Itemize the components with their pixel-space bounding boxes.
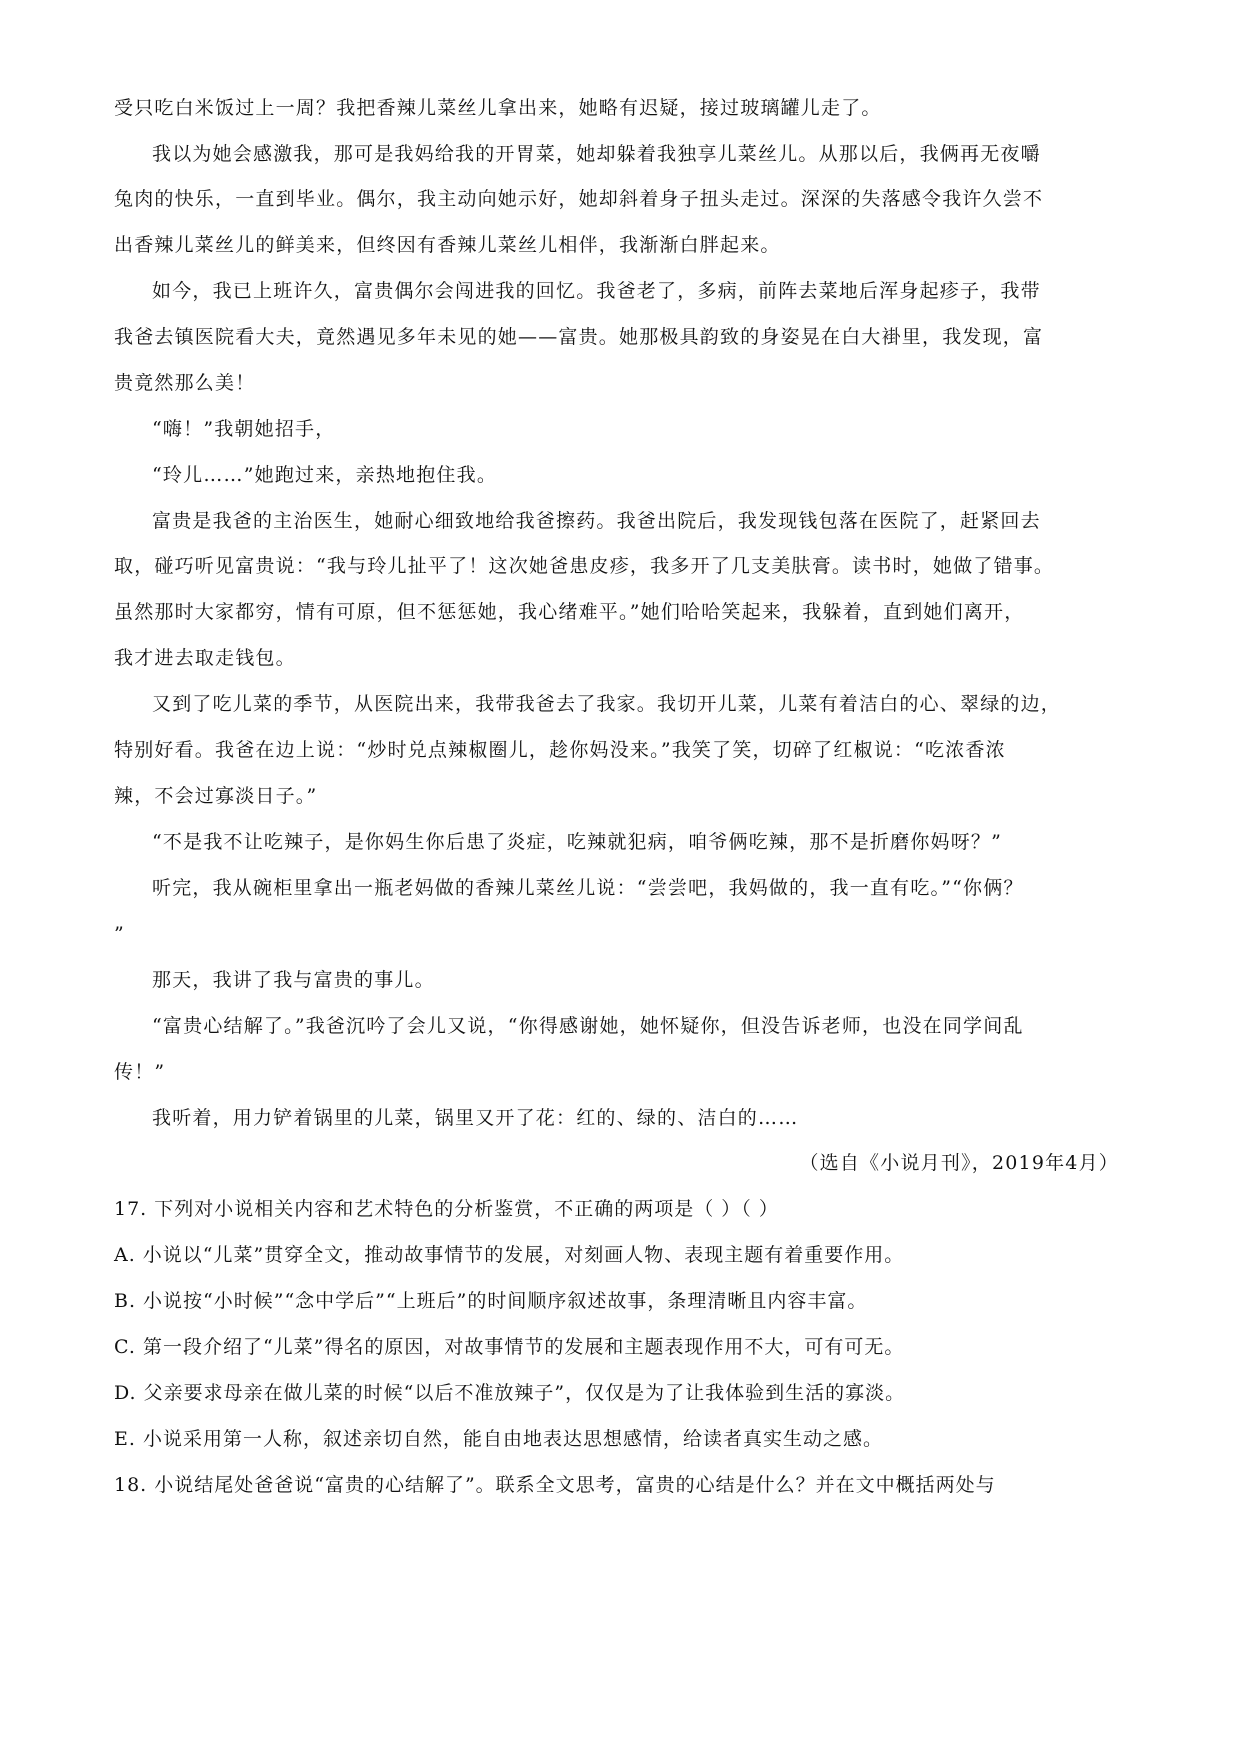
story-line: “富贵心结解了。”我爸沉吟了会儿又说，“你得感谢她，她怀疑你，但没告诉老师，也没在同学间乱 [152, 1015, 1024, 1037]
story-line: 我爸去镇医院看大夫，竟然遇见多年未见的她——富贵。她那极具韵致的身姿晃在白大褂里，我发现，富 [114, 326, 1044, 348]
story-line: 那天，我讲了我与富贵的事儿。 [152, 969, 435, 991]
story-line: “嗨！”我朝她招手， [152, 418, 336, 440]
story-line: “玲儿……”她跑过来，亲热地抱住我。 [152, 464, 498, 486]
story-line: 富贵是我爸的主治医生，她耐心细致地给我爸擦药。我爸出院后，我发现钱包落在医院了，赶紧回去 [152, 510, 1041, 532]
source-citation: （选自《小说月刊》，2019年4月） [799, 1152, 1119, 1174]
story-line: 取，碰巧听见富贵说：“我与玲儿扯平了！这次她爸患皮疹，我多开了几支美肤膏。读书时，她做了错事。 [114, 555, 1055, 577]
story-line: 特别好看。我爸在边上说：“炒时兑点辣椒圈儿，趁你妈没来。”我笑了笑，切碎了红椒说：“吃浓香浓 [114, 739, 1006, 761]
question-17-option-b: B. 小说按“小时候”“念中学后”“上班后”的时间顺序叙述故事，条理清晰且内容丰富。 [114, 1290, 868, 1312]
question-17-stem: 17. 下列对小说相关内容和艺术特色的分析鉴赏，不正确的两项是（ ）（ ） [114, 1198, 779, 1220]
story-line: “不是我不让吃辣子，是你妈生你后患了炎症，吃辣就犯病，咱爷俩吃辣，那不是折磨你妈呀？” [152, 831, 1003, 853]
story-line: 受只吃白米饭过上一周？我把香辣儿菜丝儿拿出来，她略有迟疑，接过玻璃罐儿走了。 [114, 97, 882, 119]
story-line: 出香辣儿菜丝儿的鲜美来，但终因有香辣儿菜丝儿相伴，我渐渐白胖起来。 [114, 234, 781, 256]
question-18-stem: 18. 小说结尾处爸爸说“富贵的心结解了”。联系全文思考，富贵的心结是什么？并在文中概括两处与 [114, 1474, 996, 1496]
story-line: 兔肉的快乐，一直到毕业。偶尔，我主动向她示好，她却斜着身子扭头走过。深深的失落感令我许久尝不 [114, 188, 1044, 210]
question-17-option-a: A. 小说以“儿菜”贯穿全文，推动故事情节的发展，对刻画人物、表现主题有着重要作用。 [114, 1244, 905, 1266]
story-line: 我以为她会感激我，那可是我妈给我的开胃菜，她却躲着我独享儿菜丝儿。从那以后，我俩再无夜嚼 [152, 143, 1041, 165]
story-line: 我才进去取走钱包。 [114, 647, 296, 669]
story-line: 又到了吃儿菜的季节，从医院出来，我带我爸去了我家。我切开儿菜，儿菜有着洁白的心、翠绿的边， [152, 693, 1062, 715]
story-line: 辣，不会过寡淡日子。” [114, 785, 318, 807]
story-line: ” [114, 923, 125, 945]
story-line: 贵竟然那么美！ [114, 372, 256, 394]
question-17-option-d: D. 父亲要求母亲在做儿菜的时候“以后不准放辣子”，仅仅是为了让我体验到生活的寡淡。 [114, 1382, 906, 1404]
question-17-option-c: C. 第一段介绍了“儿菜”得名的原因，对故事情节的发展和主题表现作用不大，可有可无。 [114, 1336, 905, 1358]
story-line: 虽然那时大家都穷，情有可原，但不惩惩她，我心绪难平。”她们哈哈笑起来，我躲着，直到她们离开， [114, 601, 1025, 623]
story-line: 传！” [114, 1061, 166, 1083]
question-17-option-e: E. 小说采用第一人称，叙述亲切自然，能自由地表达思想感情，给读者真实生动之感。 [114, 1428, 883, 1450]
story-line: 如今，我已上班许久，富贵偶尔会闯进我的回忆。我爸老了，多病，前阵去菜地后浑身起疹子，我带 [152, 280, 1041, 302]
story-line: 我听着，用力铲着锅里的儿菜，锅里又开了花：红的、绿的、洁白的…… [152, 1107, 799, 1129]
story-line: 听完，我从碗柜里拿出一瓶老妈做的香辣儿菜丝儿说：“尝尝吧，我妈做的，我一直有吃。”“你俩？ [152, 877, 1024, 899]
